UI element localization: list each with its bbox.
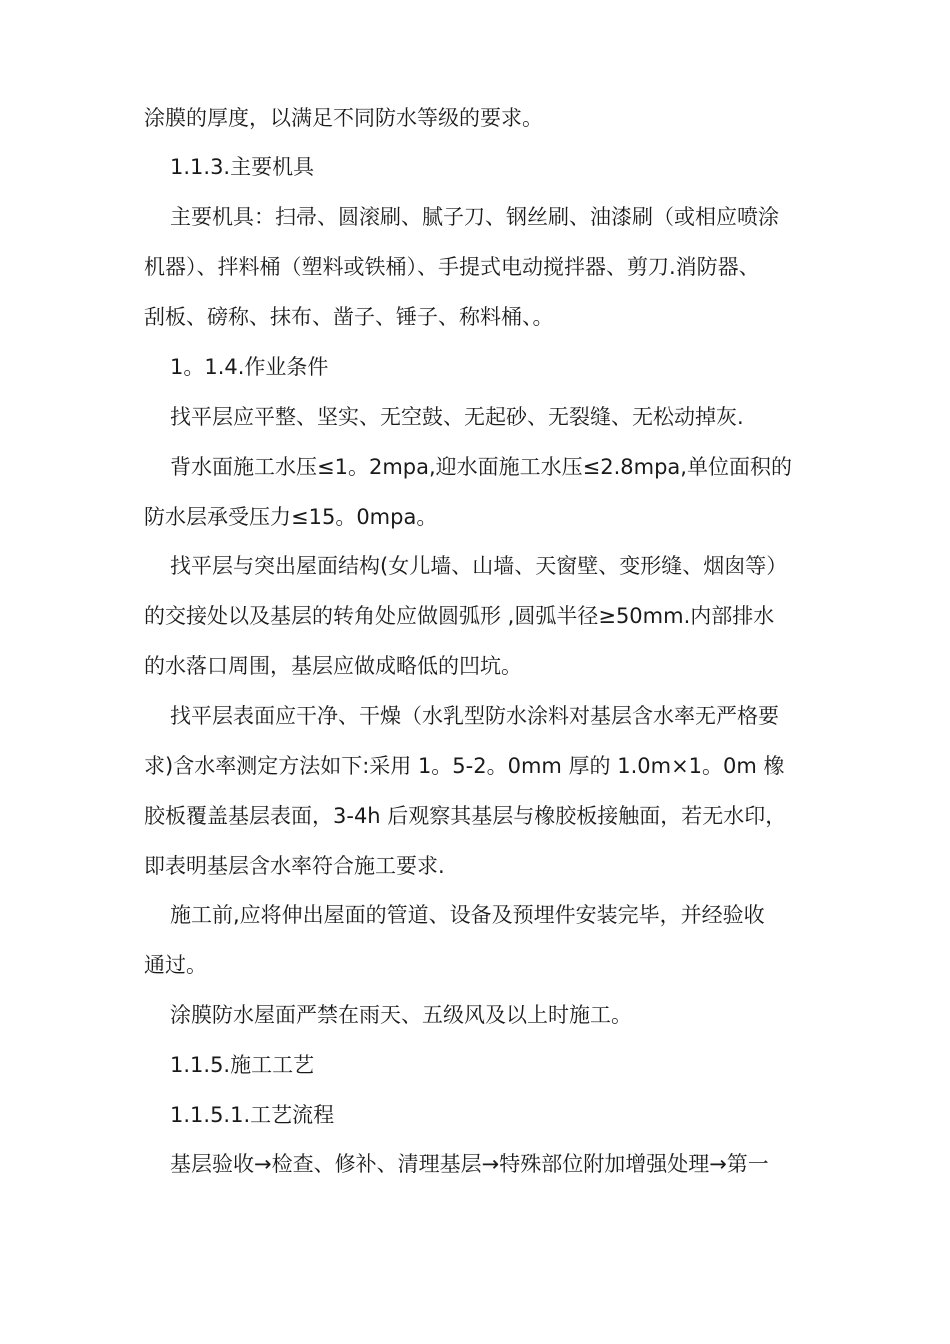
paragraph-line: 机器）、拌料桶（塑料或铁桶）、手提式电动搅拌器、剪刀.消防器、 [144, 255, 760, 279]
paragraph-line: 涂膜防水屋面严禁在雨天、五级风及以上时施工。 [170, 1003, 632, 1027]
paragraph-line: 求)含水率测定方法如下:采用 1。5-2。0mm 厚的 1.0m×1。0m 橡 [144, 754, 785, 778]
paragraph-line: 的水落口周围，基层应做成略低的凹坑。 [144, 654, 522, 678]
paragraph-line: 通过。 [144, 953, 207, 977]
paragraph-line: 即表明基层含水率符合施工要求. [144, 854, 445, 878]
section-heading: 1.1.5.施工工艺 [170, 1053, 315, 1077]
paragraph-line: 找平层应平整、坚实、无空鼓、无起砂、无裂缝、无松动掉灰. [170, 405, 744, 429]
paragraph-line: 胶板覆盖基层表面，3-4h 后观察其基层与橡胶板接触面，若无水印， [144, 804, 787, 828]
paragraph-line: 施工前,应将伸出屋面的管道、设备及预埋件安装完毕，并经验收 [170, 903, 765, 927]
paragraph-line: 背水面施工水压≤1。2mpa,迎水面施工水压≤2.8mpa,单位面积的 [170, 455, 792, 479]
paragraph-line: 防水层承受压力≤15。0mpa。 [144, 505, 438, 529]
section-heading: 1.1.5.1.工艺流程 [170, 1103, 335, 1127]
paragraph-line: 主要机具：扫帚、圆滚刷、腻子刀、钢丝刷、油漆刷（或相应喷涂 [170, 205, 779, 229]
paragraph-line: 刮板、磅称、抹布、凿子、锤子、称料桶、。 [144, 305, 554, 329]
paragraph-line: 基层验收→检查、修补、清理基层→特殊部位附加增强处理→第一 [170, 1152, 769, 1176]
section-heading: 1。1.4.作业条件 [170, 355, 329, 379]
paragraph-line: 的交接处以及基层的转角处应做圆弧形 ,圆弧半径≥50mm.内部排水 [144, 604, 775, 628]
paragraph-line: 找平层表面应干净、干燥（水乳型防水涂料对基层含水率无严格要 [170, 704, 779, 728]
section-heading: 1.1.3.主要机具 [170, 155, 315, 179]
paragraph-line: 涂膜的厚度，以满足不同防水等级的要求。 [144, 106, 543, 130]
paragraph-line: 找平层与突出屋面结构(女儿墙、山墙、天窗壁、变形缝、烟囱等） [170, 554, 788, 578]
